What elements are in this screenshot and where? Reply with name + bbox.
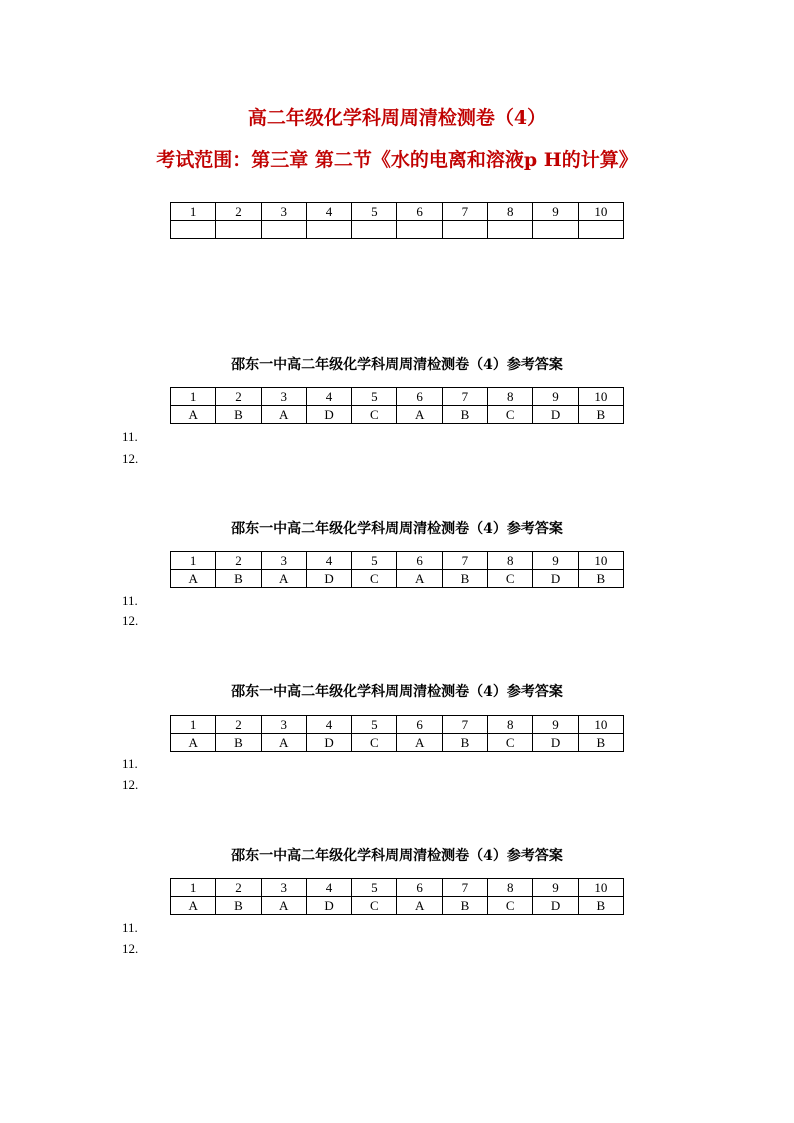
answer-blank-cell[interactable]: [578, 221, 623, 239]
answer-key-table: [170, 715, 624, 752]
answer-cell: A: [397, 734, 442, 752]
answer-cell: B: [216, 897, 261, 915]
answer-cell: C: [352, 734, 397, 752]
answer-key-title: 邵东一中高二年级化学科周周清检测卷（4）参考答案: [231, 357, 563, 373]
answer-key-title: 邵东一中高二年级化学科周周清检测卷（4）参考答案: [231, 521, 563, 537]
answer-sheet-number-row: [171, 203, 624, 221]
answer-cell: D: [533, 734, 578, 752]
answer-cell: A: [171, 897, 216, 915]
answer-cell: A: [261, 734, 306, 752]
answer-blank-cell[interactable]: [216, 221, 261, 239]
answer-key-answer-row: [171, 734, 624, 752]
question-12-label: 12.: [122, 941, 139, 956]
question-number-cell: 6: [397, 552, 442, 570]
answer-cell: B: [578, 570, 623, 588]
question-number-cell: 2: [216, 879, 261, 897]
answer-cell: A: [397, 570, 442, 588]
answer-cell: A: [261, 570, 306, 588]
question-number-cell: 5: [352, 552, 397, 570]
question-number-cell: 7: [442, 716, 487, 734]
answer-cell: A: [171, 734, 216, 752]
answer-cell: D: [306, 897, 351, 915]
answer-cell: D: [533, 406, 578, 424]
answer-sheet-blank-row: [171, 221, 624, 239]
answer-cell: B: [442, 897, 487, 915]
question-12-label: 12.: [122, 613, 139, 628]
question-number-cell: 2: [216, 203, 261, 221]
answer-cell: A: [397, 897, 442, 915]
answer-cell: D: [306, 570, 351, 588]
question-number-cell: 9: [533, 879, 578, 897]
question-number-cell: 1: [171, 879, 216, 897]
exam-scope: 考试范围：第三章 第二节《水的电离和溶液p H的计算》: [156, 149, 638, 171]
answer-cell: B: [578, 734, 623, 752]
answer-blank-cell[interactable]: [533, 221, 578, 239]
question-number-cell: 10: [578, 552, 623, 570]
question-number-cell: 3: [261, 879, 306, 897]
answer-cell: D: [533, 570, 578, 588]
question-number-cell: 6: [397, 203, 442, 221]
answer-cell: C: [352, 897, 397, 915]
answer-key-table: [170, 387, 624, 424]
question-number-cell: 5: [352, 879, 397, 897]
answer-cell: C: [488, 406, 533, 424]
question-number-cell: 1: [171, 388, 216, 406]
question-number-cell: 3: [261, 388, 306, 406]
question-number-cell: 2: [216, 388, 261, 406]
question-number-cell: 6: [397, 716, 442, 734]
question-number-cell: 8: [488, 388, 533, 406]
answer-cell: A: [261, 406, 306, 424]
answer-blank-cell[interactable]: [171, 221, 216, 239]
answer-cell: A: [397, 406, 442, 424]
answer-key-number-row: [171, 388, 624, 406]
answer-key-table: [170, 878, 624, 915]
question-number-cell: 10: [578, 388, 623, 406]
answer-key-number-row: [171, 879, 624, 897]
question-number-cell: 4: [306, 552, 351, 570]
page-title: 高二年级化学科周周清检测卷（4）: [247, 107, 547, 129]
question-number-cell: 7: [442, 552, 487, 570]
answer-cell: B: [216, 734, 261, 752]
answer-cell: B: [442, 570, 487, 588]
answer-blank-cell[interactable]: [397, 221, 442, 239]
question-number-cell: 9: [533, 552, 578, 570]
question-11-label: 11.: [122, 920, 138, 935]
answer-cell: B: [578, 897, 623, 915]
question-number-cell: 8: [488, 203, 533, 221]
question-number-cell: 7: [442, 203, 487, 221]
answer-blank-cell[interactable]: [442, 221, 487, 239]
question-number-cell: 3: [261, 203, 306, 221]
answer-cell: C: [352, 406, 397, 424]
question-number-cell: 8: [488, 552, 533, 570]
question-11-label: 11.: [122, 593, 138, 608]
question-number-cell: 3: [261, 552, 306, 570]
question-number-cell: 7: [442, 388, 487, 406]
answer-cell: A: [261, 897, 306, 915]
answer-cell: B: [442, 406, 487, 424]
question-11-label: 11.: [122, 429, 138, 444]
question-number-cell: 6: [397, 879, 442, 897]
answer-sheet-table: [170, 202, 624, 239]
answer-cell: A: [171, 406, 216, 424]
question-number-cell: 9: [533, 388, 578, 406]
answer-cell: B: [578, 406, 623, 424]
question-number-cell: 4: [306, 203, 351, 221]
answer-key-answer-row: [171, 406, 624, 424]
answer-cell: C: [488, 897, 533, 915]
question-12-label: 12.: [122, 451, 139, 466]
answer-key-title: 邵东一中高二年级化学科周周清检测卷（4）参考答案: [231, 684, 563, 700]
question-number-cell: 8: [488, 879, 533, 897]
answer-cell: C: [352, 570, 397, 588]
question-number-cell: 9: [533, 203, 578, 221]
answer-key-number-row: [171, 552, 624, 570]
question-number-cell: 7: [442, 879, 487, 897]
question-number-cell: 1: [171, 203, 216, 221]
question-number-cell: 4: [306, 388, 351, 406]
answer-cell: A: [171, 570, 216, 588]
answer-key-answer-row: [171, 570, 624, 588]
question-number-cell: 9: [533, 716, 578, 734]
question-number-cell: 5: [352, 203, 397, 221]
question-number-cell: 2: [216, 552, 261, 570]
question-number-cell: 10: [578, 716, 623, 734]
question-number-cell: 5: [352, 388, 397, 406]
answer-key-title: 邵东一中高二年级化学科周周清检测卷（4）参考答案: [231, 848, 563, 864]
question-number-cell: 4: [306, 879, 351, 897]
answer-key-number-row: [171, 716, 624, 734]
question-number-cell: 8: [488, 716, 533, 734]
answer-cell: B: [442, 734, 487, 752]
question-11-label: 11.: [122, 756, 138, 771]
answer-cell: B: [216, 406, 261, 424]
answer-cell: C: [488, 734, 533, 752]
answer-cell: C: [488, 570, 533, 588]
question-number-cell: 2: [216, 716, 261, 734]
question-number-cell: 10: [578, 879, 623, 897]
answer-blank-cell[interactable]: [306, 221, 351, 239]
answer-blank-cell[interactable]: [488, 221, 533, 239]
question-number-cell: 10: [578, 203, 623, 221]
question-12-label: 12.: [122, 777, 139, 792]
question-number-cell: 3: [261, 716, 306, 734]
answer-cell: D: [533, 897, 578, 915]
question-number-cell: 5: [352, 716, 397, 734]
answer-blank-cell[interactable]: [261, 221, 306, 239]
answer-cell: D: [306, 406, 351, 424]
answer-cell: B: [216, 570, 261, 588]
answer-key-table: [170, 551, 624, 588]
question-number-cell: 1: [171, 552, 216, 570]
question-number-cell: 6: [397, 388, 442, 406]
question-number-cell: 4: [306, 716, 351, 734]
question-number-cell: 1: [171, 716, 216, 734]
answer-key-answer-row: [171, 897, 624, 915]
answer-cell: D: [306, 734, 351, 752]
answer-blank-cell[interactable]: [352, 221, 397, 239]
